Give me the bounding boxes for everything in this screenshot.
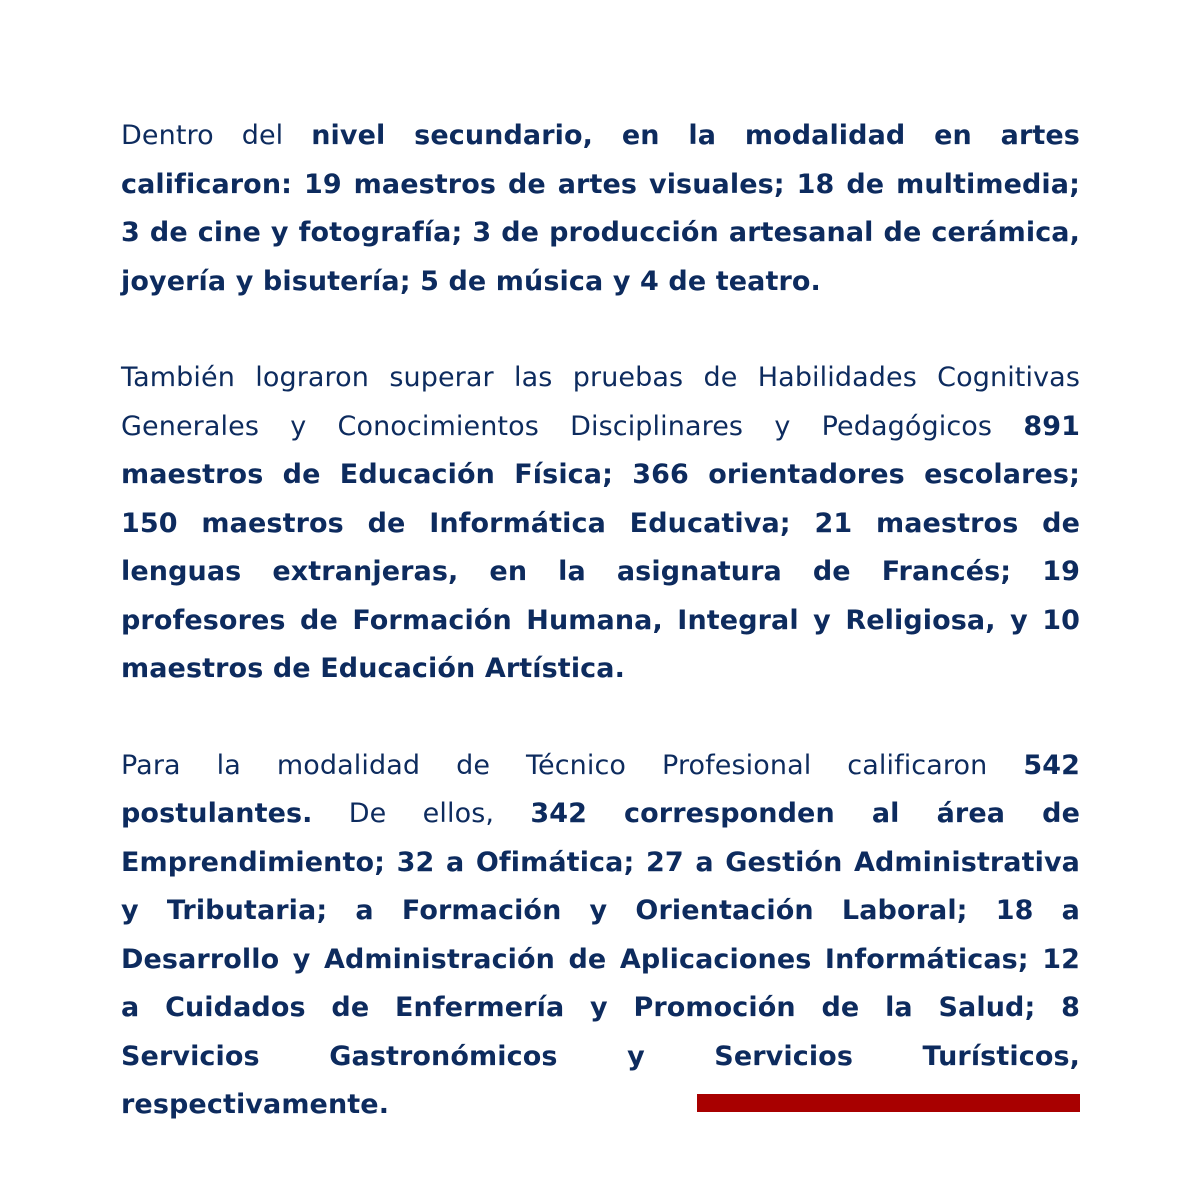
accent-bar — [697, 1094, 1080, 1112]
paragraph-habilidades-intro: También lograron superar las pruebas de Habilidades Cognitivas Generales y Conocimientos Disciplinares y Pedagógicos — [121, 362, 1080, 442]
paragraph-tecnico-intro: Para la modalidad de Técnico Profesional calificaron — [121, 749, 1024, 781]
article-body — [121, 112, 1080, 1130]
paragraph-tecnico-highlight: 342 corresponden al área de Emprendimiento; 32 a Ofimática; 27 a Gestión Administrativa y Tributaria; a Formación y Orientación Laboral; 18 a Desarrollo y Administración de Aplicaciones Informáticas; 12 a Cuidados de Enfermería y Promoción de la Salud; 8 Servicios Gastronómicos y Servicios Turísticos, respectivamente. — [121, 798, 1080, 1120]
paragraph-artes-intro: Dentro del — [121, 120, 312, 151]
paragraph-tecnico — [121, 742, 1080, 1130]
paragraph-tecnico-connector: De ellos, — [312, 798, 531, 829]
paragraph-tecnico-count: 542 postulantes. — [121, 749, 1080, 829]
paragraph-artes — [121, 112, 1080, 306]
paragraph-artes-highlight: nivel secundario, en la modalidad en artes calificaron: 19 maestros de artes visuales; 18 de multimedia; 3 de cine y fotografía; 3 de producción artesanal de cerámica, joyería y bisutería; 5 de música y 4 de teatro. — [121, 120, 1080, 297]
paragraph-habilidades-highlight: 891 maestros de Educación Física; 366 orientadores escolares; 150 maestros de Informática Educativa; 21 maestros de lenguas extranjeras, en la asignatura de Francés; 19 profesores de Formación Humana, Integral y Religiosa, y 10 maestros de Educación Artística. — [121, 410, 1080, 684]
paragraph-habilidades — [121, 354, 1080, 694]
